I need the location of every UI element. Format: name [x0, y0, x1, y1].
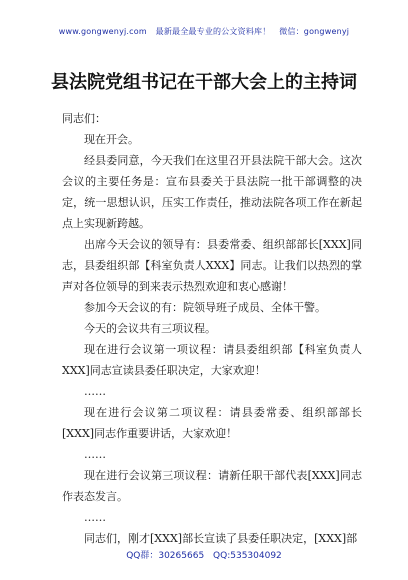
- header-banner: [0, 26, 408, 37]
- document-title: 县法院党组书记在干部大会上的主持词: [51, 72, 357, 93]
- footer-banner: [0, 548, 408, 561]
- header-slogan: 最新最全最专业的公文资料库！: [155, 27, 271, 36]
- document-paragraph: ……: [84, 511, 106, 524]
- document-paragraph: 出席今天会议的领导有：县委常委、组织部部长[XXX]同志，县委组织部【科室负责人XXX】同志。让我们以热烈的掌声对各位领导的到来表示热烈欢迎和衷心感谢！: [62, 238, 362, 293]
- document-paragraph: 同志们：: [62, 112, 106, 125]
- document-paragraph: 现在进行会议第二项议程：请县委常委、组织部部长[XXX]同志作重要讲话，大家欢迎！: [62, 406, 362, 440]
- document-body: [62, 108, 362, 549]
- document-paragraph: 现在进行会议第一项议程：请县委组织部【科室负责人XXX]同志宣读县委任职决定，大家欢迎！: [62, 343, 362, 377]
- header-website: www.gongwenyj.com: [58, 27, 147, 36]
- document-paragraph: 现在进行会议第三项议程：请新任职干部代表[XXX]同志作表态发言。: [62, 469, 362, 503]
- document-paragraph: 今天的会议共有三项议程。: [84, 322, 216, 335]
- document-paragraph: 同志们，刚才[XXX]部长宣读了县委任职决定，[XXX]部: [84, 532, 358, 545]
- document-paragraph: ……: [84, 448, 106, 461]
- document-paragraph: 经县委同意，今天我们在这里召开县法院干部大会。这次会议的主要任务是：宣布县委关于县法院一批干部调整的决定，统一思想认识，压实工作责任，推动法院各项工作在新起点上实现新跨越。: [62, 154, 362, 230]
- footer-qq-group: QQ群：30265665: [126, 551, 205, 561]
- document-paragraph: 参加今天会议的有：院领导班子成员、全体干警。: [84, 301, 326, 314]
- document-paragraph: ……: [84, 385, 106, 398]
- document-paragraph: 现在开会。: [84, 133, 139, 146]
- footer-qq: QQ:535304092: [213, 551, 282, 561]
- header-wechat: 微信：gongwenyj: [279, 27, 350, 36]
